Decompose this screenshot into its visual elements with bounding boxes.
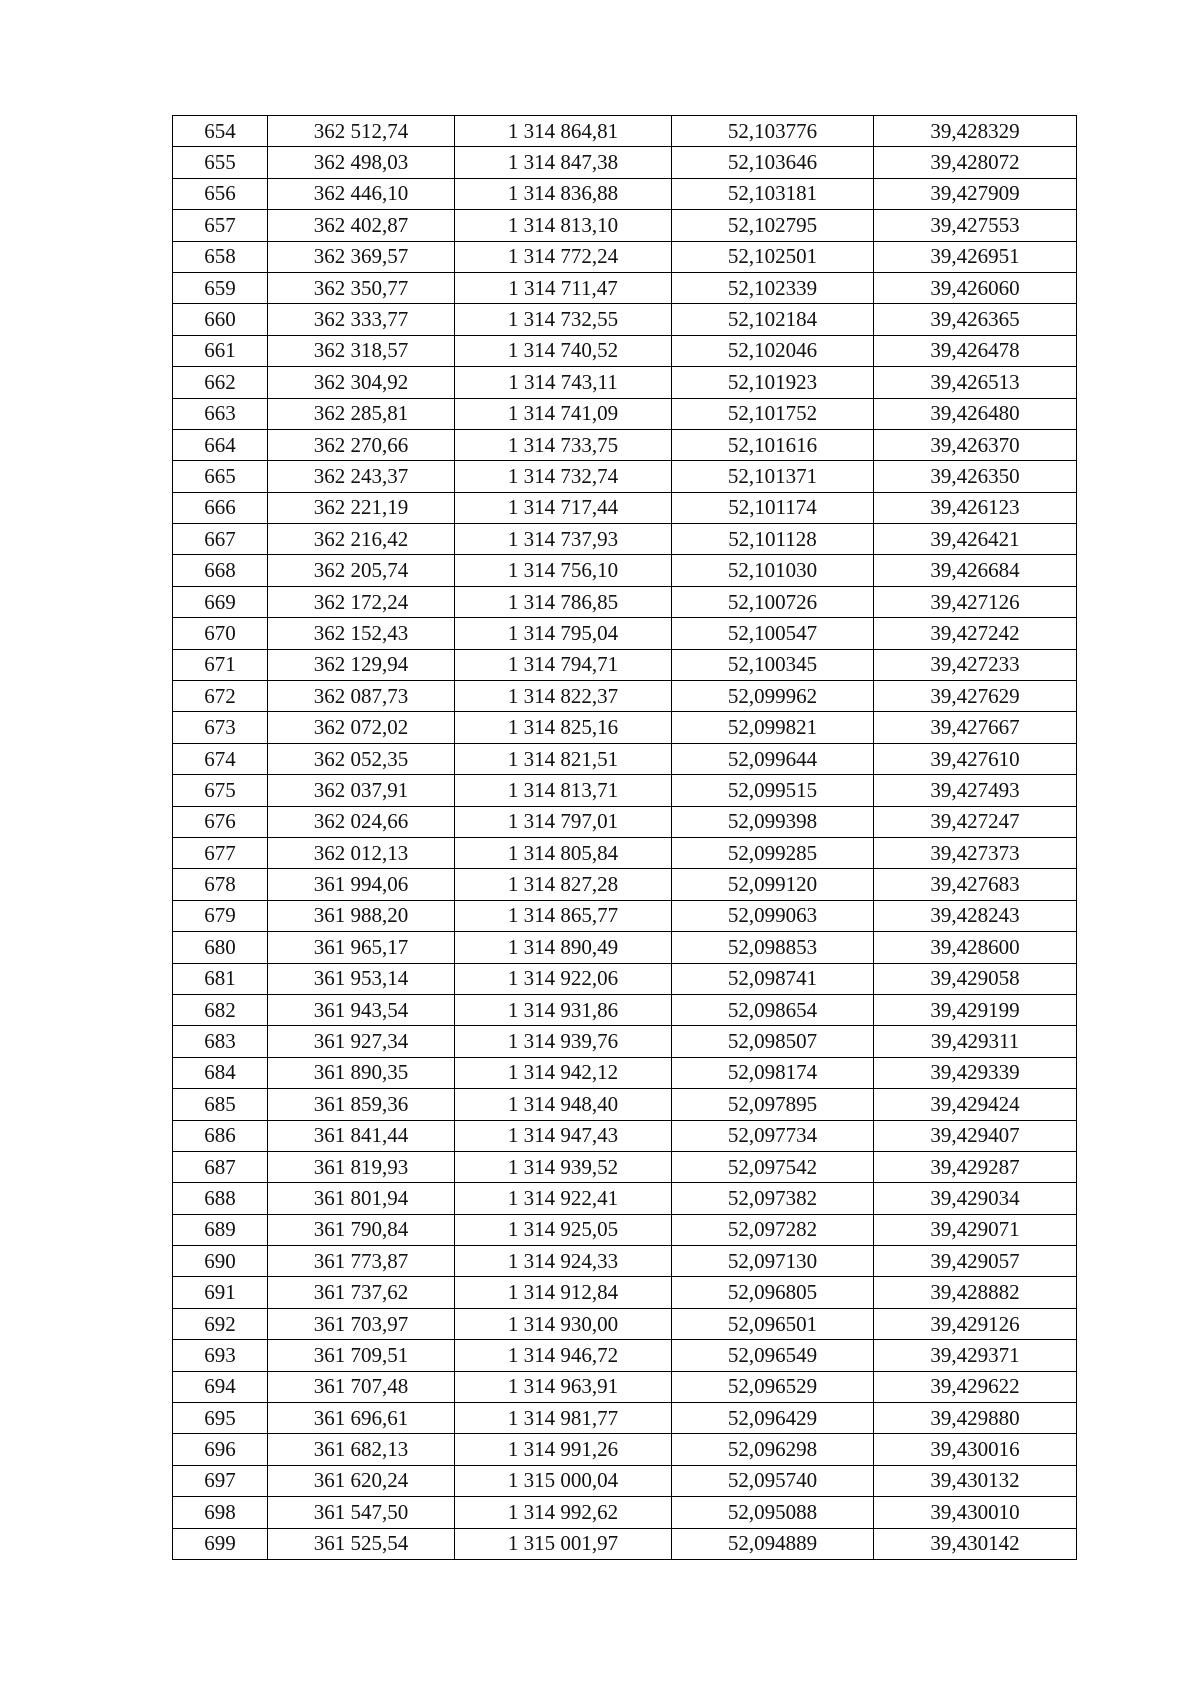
- y-coordinate-cell: 1 314 732,74: [455, 461, 672, 492]
- x-coordinate-cell: 361 525,54: [268, 1528, 455, 1559]
- longitude-cell: 39,427373: [874, 837, 1077, 868]
- point-number-cell: 684: [173, 1057, 268, 1088]
- x-coordinate-cell: 361 703,97: [268, 1308, 455, 1339]
- y-coordinate-cell: 1 314 947,43: [455, 1120, 672, 1151]
- table-row: [173, 429, 1077, 460]
- longitude-cell: 39,430010: [874, 1497, 1077, 1528]
- table-row: [173, 210, 1077, 241]
- latitude-cell: 52,101128: [672, 524, 874, 555]
- latitude-cell: 52,101371: [672, 461, 874, 492]
- table-row: [173, 1151, 1077, 1182]
- table-row: [173, 1246, 1077, 1277]
- table-row: [173, 1057, 1077, 1088]
- point-number-cell: 676: [173, 806, 268, 837]
- y-coordinate-cell: 1 314 733,75: [455, 429, 672, 460]
- latitude-cell: 52,097282: [672, 1214, 874, 1245]
- y-coordinate-cell: 1 314 946,72: [455, 1340, 672, 1371]
- point-number-cell: 657: [173, 210, 268, 241]
- table-row: [173, 1403, 1077, 1434]
- latitude-cell: 52,099644: [672, 743, 874, 774]
- table-row: [173, 900, 1077, 931]
- longitude-cell: 39,429339: [874, 1057, 1077, 1088]
- x-coordinate-cell: 362 216,42: [268, 524, 455, 555]
- table-row: [173, 555, 1077, 586]
- x-coordinate-cell: 362 512,74: [268, 116, 455, 147]
- latitude-cell: 52,101752: [672, 398, 874, 429]
- point-number-cell: 666: [173, 492, 268, 523]
- x-coordinate-cell: 362 024,66: [268, 806, 455, 837]
- latitude-cell: 52,101174: [672, 492, 874, 523]
- table-row: [173, 147, 1077, 178]
- latitude-cell: 52,099515: [672, 775, 874, 806]
- latitude-cell: 52,097382: [672, 1183, 874, 1214]
- point-number-cell: 656: [173, 178, 268, 209]
- x-coordinate-cell: 362 087,73: [268, 681, 455, 712]
- latitude-cell: 52,100345: [672, 649, 874, 680]
- latitude-cell: 52,101616: [672, 429, 874, 460]
- longitude-cell: 39,429199: [874, 994, 1077, 1025]
- longitude-cell: 39,428243: [874, 900, 1077, 931]
- longitude-cell: 39,429424: [874, 1089, 1077, 1120]
- latitude-cell: 52,099285: [672, 837, 874, 868]
- point-number-cell: 691: [173, 1277, 268, 1308]
- latitude-cell: 52,094889: [672, 1528, 874, 1559]
- table-row: [173, 586, 1077, 617]
- table-row: [173, 806, 1077, 837]
- latitude-cell: 52,098507: [672, 1026, 874, 1057]
- latitude-cell: 52,098174: [672, 1057, 874, 1088]
- table-row: [173, 1371, 1077, 1402]
- longitude-cell: 39,426350: [874, 461, 1077, 492]
- latitude-cell: 52,096429: [672, 1403, 874, 1434]
- y-coordinate-cell: 1 314 813,71: [455, 775, 672, 806]
- point-number-cell: 697: [173, 1465, 268, 1496]
- y-coordinate-cell: 1 314 741,09: [455, 398, 672, 429]
- x-coordinate-cell: 362 318,57: [268, 335, 455, 366]
- x-coordinate-cell: 362 285,81: [268, 398, 455, 429]
- table-row: [173, 1089, 1077, 1120]
- point-number-cell: 661: [173, 335, 268, 366]
- point-number-cell: 689: [173, 1214, 268, 1245]
- table-row: [173, 743, 1077, 774]
- table-row: [173, 1465, 1077, 1496]
- table-row: [173, 116, 1077, 147]
- longitude-cell: 39,430016: [874, 1434, 1077, 1465]
- table-row: [173, 712, 1077, 743]
- y-coordinate-cell: 1 314 805,84: [455, 837, 672, 868]
- y-coordinate-cell: 1 314 717,44: [455, 492, 672, 523]
- x-coordinate-cell: 362 350,77: [268, 272, 455, 303]
- longitude-cell: 39,427242: [874, 618, 1077, 649]
- table-row: [173, 775, 1077, 806]
- y-coordinate-cell: 1 314 836,88: [455, 178, 672, 209]
- y-coordinate-cell: 1 314 822,37: [455, 681, 672, 712]
- latitude-cell: 52,099063: [672, 900, 874, 931]
- x-coordinate-cell: 361 943,54: [268, 994, 455, 1025]
- x-coordinate-cell: 361 707,48: [268, 1371, 455, 1402]
- y-coordinate-cell: 1 314 912,84: [455, 1277, 672, 1308]
- x-coordinate-cell: 361 953,14: [268, 963, 455, 994]
- latitude-cell: 52,098853: [672, 932, 874, 963]
- y-coordinate-cell: 1 314 772,24: [455, 241, 672, 272]
- latitude-cell: 52,103776: [672, 116, 874, 147]
- y-coordinate-cell: 1 314 794,71: [455, 649, 672, 680]
- longitude-cell: 39,428600: [874, 932, 1077, 963]
- y-coordinate-cell: 1 314 992,62: [455, 1497, 672, 1528]
- table-row: [173, 1497, 1077, 1528]
- x-coordinate-cell: 362 270,66: [268, 429, 455, 460]
- latitude-cell: 52,097130: [672, 1246, 874, 1277]
- point-number-cell: 662: [173, 367, 268, 398]
- latitude-cell: 52,098741: [672, 963, 874, 994]
- point-number-cell: 693: [173, 1340, 268, 1371]
- table-row: [173, 1026, 1077, 1057]
- point-number-cell: 675: [173, 775, 268, 806]
- table-row: [173, 869, 1077, 900]
- x-coordinate-cell: 361 927,34: [268, 1026, 455, 1057]
- x-coordinate-cell: 362 333,77: [268, 304, 455, 335]
- point-number-cell: 699: [173, 1528, 268, 1559]
- point-number-cell: 687: [173, 1151, 268, 1182]
- point-number-cell: 671: [173, 649, 268, 680]
- point-number-cell: 686: [173, 1120, 268, 1151]
- latitude-cell: 52,097895: [672, 1089, 874, 1120]
- y-coordinate-cell: 1 314 948,40: [455, 1089, 672, 1120]
- x-coordinate-cell: 361 682,13: [268, 1434, 455, 1465]
- latitude-cell: 52,096501: [672, 1308, 874, 1339]
- latitude-cell: 52,099821: [672, 712, 874, 743]
- longitude-cell: 39,429034: [874, 1183, 1077, 1214]
- x-coordinate-cell: 361 841,44: [268, 1120, 455, 1151]
- x-coordinate-cell: 361 859,36: [268, 1089, 455, 1120]
- longitude-cell: 39,426684: [874, 555, 1077, 586]
- latitude-cell: 52,103181: [672, 178, 874, 209]
- y-coordinate-cell: 1 314 931,86: [455, 994, 672, 1025]
- y-coordinate-cell: 1 315 000,04: [455, 1465, 672, 1496]
- y-coordinate-cell: 1 314 737,93: [455, 524, 672, 555]
- point-number-cell: 654: [173, 116, 268, 147]
- table-row: [173, 492, 1077, 523]
- point-number-cell: 696: [173, 1434, 268, 1465]
- x-coordinate-cell: 362 052,35: [268, 743, 455, 774]
- y-coordinate-cell: 1 314 827,28: [455, 869, 672, 900]
- table-row: [173, 837, 1077, 868]
- y-coordinate-cell: 1 314 981,77: [455, 1403, 672, 1434]
- latitude-cell: 52,098654: [672, 994, 874, 1025]
- latitude-cell: 52,096805: [672, 1277, 874, 1308]
- table-row: [173, 241, 1077, 272]
- latitude-cell: 52,100547: [672, 618, 874, 649]
- point-number-cell: 658: [173, 241, 268, 272]
- x-coordinate-cell: 361 737,62: [268, 1277, 455, 1308]
- latitude-cell: 52,102046: [672, 335, 874, 366]
- x-coordinate-cell: 361 988,20: [268, 900, 455, 931]
- latitude-cell: 52,097542: [672, 1151, 874, 1182]
- x-coordinate-cell: 362 243,37: [268, 461, 455, 492]
- point-number-cell: 679: [173, 900, 268, 931]
- longitude-cell: 39,427667: [874, 712, 1077, 743]
- longitude-cell: 39,427126: [874, 586, 1077, 617]
- x-coordinate-cell: 361 965,17: [268, 932, 455, 963]
- x-coordinate-cell: 362 369,57: [268, 241, 455, 272]
- latitude-cell: 52,095740: [672, 1465, 874, 1496]
- longitude-cell: 39,426370: [874, 429, 1077, 460]
- y-coordinate-cell: 1 314 813,10: [455, 210, 672, 241]
- table-row: [173, 272, 1077, 303]
- longitude-cell: 39,426060: [874, 272, 1077, 303]
- point-number-cell: 685: [173, 1089, 268, 1120]
- point-number-cell: 660: [173, 304, 268, 335]
- y-coordinate-cell: 1 314 865,77: [455, 900, 672, 931]
- x-coordinate-cell: 361 819,93: [268, 1151, 455, 1182]
- table-row: [173, 367, 1077, 398]
- table-row: [173, 1308, 1077, 1339]
- longitude-cell: 39,427233: [874, 649, 1077, 680]
- y-coordinate-cell: 1 314 847,38: [455, 147, 672, 178]
- longitude-cell: 39,429407: [874, 1120, 1077, 1151]
- longitude-cell: 39,430142: [874, 1528, 1077, 1559]
- latitude-cell: 52,096549: [672, 1340, 874, 1371]
- table-row: [173, 178, 1077, 209]
- longitude-cell: 39,427553: [874, 210, 1077, 241]
- y-coordinate-cell: 1 314 930,00: [455, 1308, 672, 1339]
- point-number-cell: 659: [173, 272, 268, 303]
- longitude-cell: 39,429287: [874, 1151, 1077, 1182]
- longitude-cell: 39,426951: [874, 241, 1077, 272]
- y-coordinate-cell: 1 314 797,01: [455, 806, 672, 837]
- point-number-cell: 690: [173, 1246, 268, 1277]
- x-coordinate-cell: 362 446,10: [268, 178, 455, 209]
- table-row: [173, 994, 1077, 1025]
- point-number-cell: 680: [173, 932, 268, 963]
- y-coordinate-cell: 1 314 963,91: [455, 1371, 672, 1402]
- point-number-cell: 667: [173, 524, 268, 555]
- point-number-cell: 668: [173, 555, 268, 586]
- x-coordinate-cell: 361 790,84: [268, 1214, 455, 1245]
- y-coordinate-cell: 1 314 711,47: [455, 272, 672, 303]
- y-coordinate-cell: 1 314 825,16: [455, 712, 672, 743]
- coordinates-table-body: [173, 116, 1077, 1560]
- y-coordinate-cell: 1 314 991,26: [455, 1434, 672, 1465]
- table-row: [173, 1277, 1077, 1308]
- table-row: [173, 335, 1077, 366]
- y-coordinate-cell: 1 314 821,51: [455, 743, 672, 774]
- x-coordinate-cell: 362 205,74: [268, 555, 455, 586]
- point-number-cell: 681: [173, 963, 268, 994]
- y-coordinate-cell: 1 314 939,76: [455, 1026, 672, 1057]
- latitude-cell: 52,103646: [672, 147, 874, 178]
- x-coordinate-cell: 361 547,50: [268, 1497, 455, 1528]
- longitude-cell: 39,426513: [874, 367, 1077, 398]
- latitude-cell: 52,100726: [672, 586, 874, 617]
- latitude-cell: 52,101923: [672, 367, 874, 398]
- x-coordinate-cell: 361 801,94: [268, 1183, 455, 1214]
- latitude-cell: 52,102501: [672, 241, 874, 272]
- point-number-cell: 683: [173, 1026, 268, 1057]
- y-coordinate-cell: 1 314 922,41: [455, 1183, 672, 1214]
- x-coordinate-cell: 362 304,92: [268, 367, 455, 398]
- latitude-cell: 52,099962: [672, 681, 874, 712]
- latitude-cell: 52,099398: [672, 806, 874, 837]
- y-coordinate-cell: 1 314 732,55: [455, 304, 672, 335]
- y-coordinate-cell: 1 314 786,85: [455, 586, 672, 617]
- longitude-cell: 39,429622: [874, 1371, 1077, 1402]
- table-row: [173, 963, 1077, 994]
- y-coordinate-cell: 1 315 001,97: [455, 1528, 672, 1559]
- latitude-cell: 52,097734: [672, 1120, 874, 1151]
- y-coordinate-cell: 1 314 740,52: [455, 335, 672, 366]
- table-row: [173, 1120, 1077, 1151]
- latitude-cell: 52,096298: [672, 1434, 874, 1465]
- latitude-cell: 52,099120: [672, 869, 874, 900]
- latitude-cell: 52,095088: [672, 1497, 874, 1528]
- x-coordinate-cell: 362 037,91: [268, 775, 455, 806]
- x-coordinate-cell: 361 890,35: [268, 1057, 455, 1088]
- x-coordinate-cell: 361 696,61: [268, 1403, 455, 1434]
- table-row: [173, 461, 1077, 492]
- longitude-cell: 39,427610: [874, 743, 1077, 774]
- point-number-cell: 664: [173, 429, 268, 460]
- longitude-cell: 39,426123: [874, 492, 1077, 523]
- table-row: [173, 398, 1077, 429]
- x-coordinate-cell: 361 620,24: [268, 1465, 455, 1496]
- longitude-cell: 39,426421: [874, 524, 1077, 555]
- x-coordinate-cell: 361 773,87: [268, 1246, 455, 1277]
- longitude-cell: 39,429057: [874, 1246, 1077, 1277]
- point-number-cell: 678: [173, 869, 268, 900]
- table-row: [173, 681, 1077, 712]
- longitude-cell: 39,427247: [874, 806, 1077, 837]
- longitude-cell: 39,428882: [874, 1277, 1077, 1308]
- longitude-cell: 39,428072: [874, 147, 1077, 178]
- table-row: [173, 649, 1077, 680]
- x-coordinate-cell: 362 221,19: [268, 492, 455, 523]
- point-number-cell: 665: [173, 461, 268, 492]
- point-number-cell: 677: [173, 837, 268, 868]
- table-row: [173, 1528, 1077, 1559]
- longitude-cell: 39,429126: [874, 1308, 1077, 1339]
- longitude-cell: 39,426478: [874, 335, 1077, 366]
- y-coordinate-cell: 1 314 939,52: [455, 1151, 672, 1182]
- x-coordinate-cell: 362 072,02: [268, 712, 455, 743]
- x-coordinate-cell: 362 498,03: [268, 147, 455, 178]
- latitude-cell: 52,101030: [672, 555, 874, 586]
- longitude-cell: 39,426365: [874, 304, 1077, 335]
- coordinates-table: [172, 115, 1077, 1560]
- point-number-cell: 669: [173, 586, 268, 617]
- point-number-cell: 688: [173, 1183, 268, 1214]
- longitude-cell: 39,427909: [874, 178, 1077, 209]
- longitude-cell: 39,430132: [874, 1465, 1077, 1496]
- longitude-cell: 39,427629: [874, 681, 1077, 712]
- point-number-cell: 692: [173, 1308, 268, 1339]
- point-number-cell: 698: [173, 1497, 268, 1528]
- x-coordinate-cell: 361 709,51: [268, 1340, 455, 1371]
- latitude-cell: 52,102184: [672, 304, 874, 335]
- longitude-cell: 39,429371: [874, 1340, 1077, 1371]
- point-number-cell: 682: [173, 994, 268, 1025]
- y-coordinate-cell: 1 314 756,10: [455, 555, 672, 586]
- point-number-cell: 663: [173, 398, 268, 429]
- latitude-cell: 52,102339: [672, 272, 874, 303]
- longitude-cell: 39,429058: [874, 963, 1077, 994]
- longitude-cell: 39,426480: [874, 398, 1077, 429]
- point-number-cell: 673: [173, 712, 268, 743]
- y-coordinate-cell: 1 314 795,04: [455, 618, 672, 649]
- longitude-cell: 39,429071: [874, 1214, 1077, 1245]
- table-row: [173, 1214, 1077, 1245]
- latitude-cell: 52,102795: [672, 210, 874, 241]
- point-number-cell: 694: [173, 1371, 268, 1402]
- y-coordinate-cell: 1 314 743,11: [455, 367, 672, 398]
- longitude-cell: 39,427683: [874, 869, 1077, 900]
- longitude-cell: 39,429311: [874, 1026, 1077, 1057]
- longitude-cell: 39,428329: [874, 116, 1077, 147]
- y-coordinate-cell: 1 314 925,05: [455, 1214, 672, 1245]
- x-coordinate-cell: 362 152,43: [268, 618, 455, 649]
- table-row: [173, 524, 1077, 555]
- y-coordinate-cell: 1 314 890,49: [455, 932, 672, 963]
- x-coordinate-cell: 361 994,06: [268, 869, 455, 900]
- x-coordinate-cell: 362 129,94: [268, 649, 455, 680]
- point-number-cell: 695: [173, 1403, 268, 1434]
- table-row: [173, 618, 1077, 649]
- x-coordinate-cell: 362 402,87: [268, 210, 455, 241]
- y-coordinate-cell: 1 314 942,12: [455, 1057, 672, 1088]
- table-row: [173, 1434, 1077, 1465]
- point-number-cell: 674: [173, 743, 268, 774]
- x-coordinate-cell: 362 172,24: [268, 586, 455, 617]
- longitude-cell: 39,429880: [874, 1403, 1077, 1434]
- point-number-cell: 655: [173, 147, 268, 178]
- longitude-cell: 39,427493: [874, 775, 1077, 806]
- point-number-cell: 672: [173, 681, 268, 712]
- point-number-cell: 670: [173, 618, 268, 649]
- table-row: [173, 932, 1077, 963]
- y-coordinate-cell: 1 314 922,06: [455, 963, 672, 994]
- table-row: [173, 1183, 1077, 1214]
- x-coordinate-cell: 362 012,13: [268, 837, 455, 868]
- latitude-cell: 52,096529: [672, 1371, 874, 1402]
- table-row: [173, 1340, 1077, 1371]
- table-row: [173, 304, 1077, 335]
- y-coordinate-cell: 1 314 924,33: [455, 1246, 672, 1277]
- y-coordinate-cell: 1 314 864,81: [455, 116, 672, 147]
